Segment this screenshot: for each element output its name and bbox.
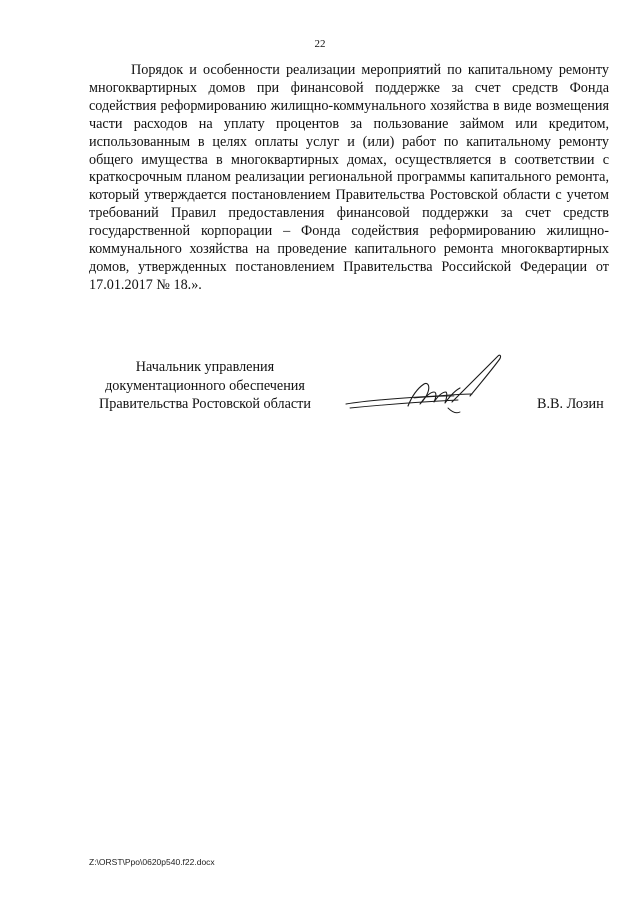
body-paragraph: Порядок и особенности реализации мероприятий по капитальному ремонту многоквартирных домов при финансовой поддержке за счет средств Фонда содействия реформированию жилищно-коммунального хозяйства в виде возмещения части расходов на уплату процентов за пользование займом или кредитом, использованным в целях оплаты услуг и (или) работ по капитальному ремонту общего имущества в многоквартирных домах, осуществляется в соответствии с краткосрочным планом реализации региональной программы капитального ремонта, который утверждается постановлением Правительства Ростовской области с учетом требований Правил предоставления финансовой поддержки за счет средств государственной корпорации – Фонда содействия реформированию жилищно-коммунального хозяйства на проведение капитального ремонта многоквартирных домов, утвержденных постановлением Правительства Российской Федерации от 17.01.2017 № 18.». [89, 62, 609, 293]
signatory-title-line-1: Начальник управления [135, 359, 275, 375]
signer-name: В.В. Лозин [537, 396, 604, 412]
signatory-title-line-3: Правительства Ростовской области [99, 396, 311, 412]
signatory-title [89, 358, 321, 414]
signatory-title-line-2: документационного обеспечения [105, 377, 305, 394]
footer-file-path: Z:\ORST\Ppo\0620p540.f22.docx [89, 857, 215, 867]
page-number: 22 [314, 38, 326, 50]
handwritten-signature [340, 348, 525, 428]
